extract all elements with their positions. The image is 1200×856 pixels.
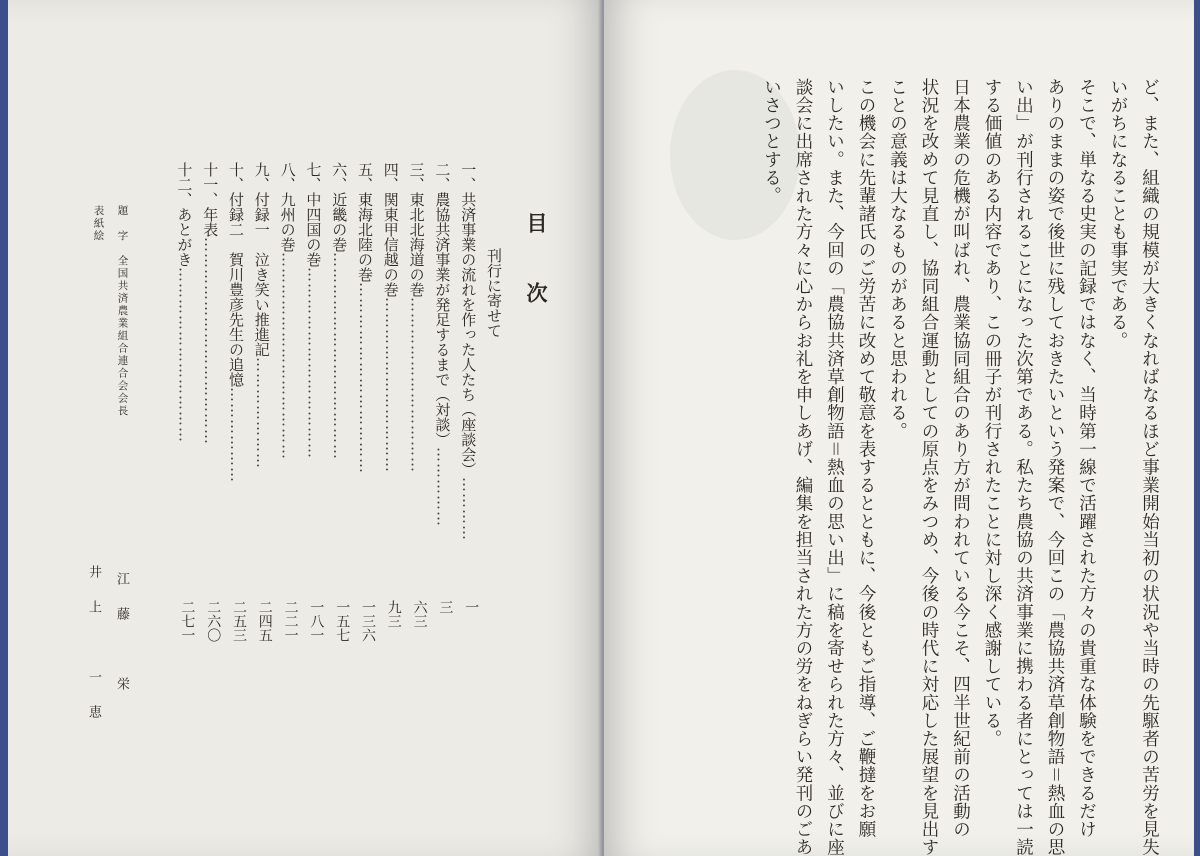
- toc-entry-label: 十、付録二 賀川豊彦先生の追憶: [227, 162, 245, 387]
- toc-entry: [201, 162, 220, 445]
- toc-entry-label: 十二、あとがき: [175, 162, 194, 267]
- credit-title-name: 江藤 栄: [114, 572, 129, 712]
- toc-entry-page: 二七一: [179, 600, 196, 642]
- credit-cover-name: 井上 一恵: [86, 565, 101, 740]
- toc-entry-page: 二二一: [282, 600, 299, 642]
- toc-entry-label: 九、付録一 泣き笑い推進記: [252, 162, 271, 357]
- toc-entry-leader: …………………………………: [278, 252, 297, 460]
- preface-column: 日本農業の危機が叫ばれ、農業協同組合のあり方が問われている今こそ、四半世紀前の活動の: [950, 78, 971, 839]
- toc-entry: [254, 162, 269, 469]
- toc-entry-leader: ………………………………: [356, 282, 374, 474]
- toc-entry-label: 五、東海北陸の巻: [356, 162, 374, 282]
- toc-entry-leader: …………: [459, 477, 478, 541]
- toc-entry: [486, 248, 501, 338]
- credit-title-role: 題 字 全国共済農業組合連合会会長: [116, 205, 129, 418]
- toc-entry-page: 三: [437, 600, 454, 614]
- toc-entry-label: 二、農協共済事業が発足するまで（対談）: [433, 162, 452, 447]
- preface-column: いしたい。また、今回の「農協共済草創物語＝熱血の思い出」に稿を寄せられた方々、並びに座: [824, 78, 845, 856]
- toc-entry-label: 十一、年表: [201, 162, 220, 237]
- toc-entry-label: 刊行に寄せて: [485, 248, 503, 338]
- toc-entry-page: 二四五: [256, 600, 273, 642]
- toc-entry: [280, 162, 295, 460]
- toc-entry-label: 四、関東甲信越の巻: [381, 162, 400, 297]
- preface-column: い出」が刊行されることになった次第である。私たち農協の共済事業に携わる者にとっては一読: [1013, 78, 1034, 856]
- toc-entry-leader: ………………………………: [304, 267, 323, 459]
- toc-entry-page: 一三六: [360, 600, 376, 642]
- toc-entry-leader: ……………………………: [381, 297, 400, 473]
- credit-cover-role: 表紙絵: [92, 205, 105, 243]
- preface-column: 状況を改めて見直し、協同組合運動としての原点をみつめ、今後の時代に対応した展望を見出す: [919, 78, 939, 856]
- toc-entry-page: 二五三: [231, 600, 247, 642]
- preface-column: する価値のある内容であり、この冊子が刊行されたことに対し深く感謝している。: [982, 78, 1002, 748]
- preface-column: ありのままの姿で後世に残しておきたいという発案で、今回この「農協共済草創物語＝熱血の思: [1045, 78, 1065, 856]
- toc-entry: [409, 162, 424, 473]
- toc-entry-page: 一五七: [334, 600, 351, 642]
- toc-entry-leader: ……………: [433, 447, 452, 527]
- toc-entry-page: 二六〇: [205, 600, 222, 642]
- toc-entry-leader: …………………………………: [330, 252, 349, 460]
- preface-column: ど、また、組織の規模が大きくなればなるほど事業開始当初の状況や当時の先駆者の苦労を見失: [1139, 78, 1160, 856]
- toc-entry-label: 八、九州の巻: [278, 162, 297, 252]
- preface-column: この機会に先輩諸氏のご労苦に改めて敬意を表するとともに、今後ともご指導、ご鞭撻をお願: [856, 78, 876, 839]
- toc-entry-label: 一、共済事業の流れを作った人たち（座談会）: [459, 162, 478, 477]
- toc-entry-label: 七、中四国の巻: [304, 162, 323, 267]
- toc-entry: [330, 162, 349, 460]
- toc-entry: [304, 162, 323, 459]
- toc-entry: [433, 162, 452, 527]
- toc-entry-page: 六三: [411, 600, 428, 628]
- toc-entry-page: 九三: [385, 600, 402, 628]
- toc-entry: [357, 162, 372, 474]
- toc-entry-label: 三、東北北海道の巻: [407, 162, 426, 297]
- toc-entry-leader: …………………………………: [201, 237, 220, 445]
- toc-entry-page: 一八一: [308, 600, 325, 642]
- preface-column: いがちになることも事実である。: [1108, 78, 1128, 350]
- toc-entry-page: 一: [463, 600, 480, 614]
- toc-entry-label: 六、近畿の巻: [330, 162, 349, 252]
- toc-entry: [383, 162, 398, 473]
- toc-entry-leader: ……………………………: [407, 297, 426, 473]
- toc-title: 目 次: [524, 212, 549, 317]
- toc-entry-leader: ………………: [227, 387, 245, 483]
- preface-column: ことの意義は大なるものがあると思われる。: [887, 78, 908, 440]
- preface-column: 談会に出席された方々に心からお礼を申しあげ、編集を担当された方の労をねぎらい発刊のごあ: [793, 78, 813, 856]
- preface-column: そこで、単なる史実の記録ではなく、当時第一線で活躍された方々の貴重な体験をできるだけ: [1076, 78, 1097, 839]
- toc-entry-leader: ……………………………: [175, 267, 194, 443]
- toc-entry: [228, 162, 243, 483]
- toc-entry: [459, 162, 478, 541]
- toc-entry: [175, 162, 194, 443]
- preface-column: いさつとする。: [761, 78, 782, 205]
- toc-entry-leader: …………………: [252, 357, 271, 469]
